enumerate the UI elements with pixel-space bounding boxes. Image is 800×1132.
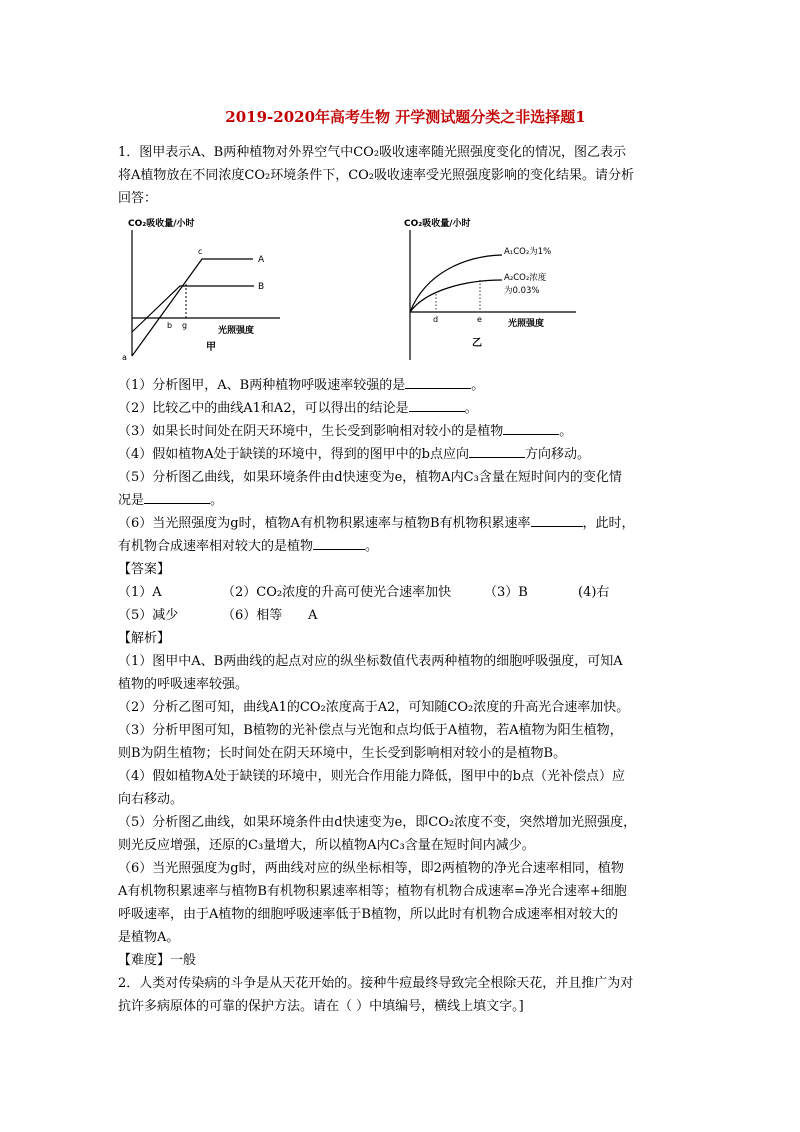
answer-heading: 【答案】 [118,562,171,577]
analysis-6-cont: A有机物积累速率与植物B有机物积累速率相等；植物有机物合成速率=净光合速率+细胞 [118,884,627,899]
blank [409,397,465,412]
figures [118,214,693,370]
question-2: 2．人类对传染病的斗争是从天花开始的。接种牛痘最终导致完全根除天花，并且推广为对 [118,976,634,991]
point-d: d [433,315,439,324]
analysis-heading: 【解析】 [118,631,171,646]
curve-A1 [410,255,502,312]
point-e: e [477,315,482,324]
answer-3: （3）B [484,585,528,600]
answer-4: (4)右 [578,585,610,600]
figure-yi [396,214,586,366]
blank [405,374,471,389]
q1-intro-3: 回答： [118,191,158,206]
sub-question-6-cont: 有机物合成速率相对较大的是植物 。 [118,535,693,558]
yi-caption: 乙 [472,338,482,349]
curve1-label: A₁CO₂为1% [504,247,552,257]
label-B: B [258,282,265,292]
analysis-5: （5）分析图乙曲线，如果环境条件由d快速变为e，即CO₂浓度不变，突然增加光照强度， [118,815,637,830]
analysis-2: （2）分析乙图可知，曲线A1的CO₂浓度高于A2，可知随CO₂浓度的升高光合速率加快。 [118,700,630,715]
analysis-1-cont: 植物的呼吸速率较强。 [118,677,249,692]
label-A: A [258,255,265,265]
curve-A [132,259,253,356]
answer-6b: A [308,608,318,623]
answer-2: （2）CO₂浓度的升高可使光合速率加快 [222,585,452,600]
yi-xlabel: 光照强度 [508,319,545,329]
difficulty: 【难度】一般 [118,953,197,968]
q1-intro: 1．图甲表示A、B两种植物对外界空气中CO₂吸收速率随光照强度变化的情况，图乙表示 [118,145,627,160]
point-b: b [167,321,173,330]
point-g: g [182,321,188,330]
analysis-6: （6）当光照强度为g时，两曲线对应的纵坐标相等，即2两植物的净光合速率相同，植物 [118,861,624,876]
jia-ylabel: CO₂吸收量/小时 [128,219,195,229]
sub-question-5-cont: 况是 。 [118,489,693,512]
answer-6: （6）相等 [222,608,283,623]
figure-jia [118,214,288,366]
analysis-4-cont: 向右移动。 [118,792,184,807]
analysis-1: （1）图甲中A、B两曲线的起点对应的纵坐标数值代表两种植物的细胞呼吸强度，可知A [118,654,623,669]
blank [313,535,365,550]
blank [144,489,210,504]
answer-row-1 [118,581,693,604]
blank [531,512,583,527]
curve-A2 [410,280,502,312]
analysis-5-cont: 则光反应增强，还原的C₃量增大，所以植物A内C₃含量在短时间内减少。 [118,838,535,853]
sub-question-4: （4）假如植物A处于缺镁的环境中，得到的图甲中的b点应向 方向移动。 [118,443,693,466]
q1-intro-2: 将A植物放在不同浓度CO₂环境条件下，CO₂吸收速率受光照强度影响的变化结果。请分析 [118,168,635,183]
curve2-label-1: A₂CO₂浓度 [504,273,547,283]
analysis-4: （4）假如植物A处于缺镁的环境中，则光合作用能力降低，图甲中的b点（光补偿点）应 [118,769,625,784]
answer-5: （5）减少 [118,608,179,623]
analysis-3-cont: 则B为阴生植物；长时间处在阴天环境中，生长受到影响相对较小的是植物B。 [118,746,567,761]
analysis-6-cont2: 呼吸速率，由于A植物的细胞呼吸速率低于B植物，所以此时有机物合成速率相对较大的 [118,907,618,922]
blank [503,420,559,435]
document-page [118,96,693,1018]
sub-question-1: （1）分析图甲，A、B两种植物呼吸速率较强的是 。 [118,374,693,397]
question-2-cont: 抗许多病原体的可靠的保护方法。请在（ ）中填编号，横线上填文字。] [118,999,524,1014]
sub-question-5: （5）分析图乙曲线，如果环境条件由d快速变为e，植物A内C₃含量在短时间内的变化情 [118,470,622,485]
doc-title: 2019-2020年高考生物 开学测试题分类之非选择题1 [225,108,586,126]
answer-row-2 [118,604,693,627]
sub-question-6: （6）当光照强度为g时，植物A有机物积累速率与植物B有机物积累速率 ，此时， [118,512,693,535]
sub-question-2: （2）比较乙中的曲线A1和A2，可以得出的结论是 。 [118,397,693,420]
jia-caption: 甲 [206,342,216,353]
yi-ylabel: CO₂吸收量/小时 [404,219,471,229]
curve2-label-2: 为0.03% [504,286,540,296]
analysis-3: （3）分析甲图可知，B植物的光补偿点与光饱和点均低于A植物，若A植物为阳生植物， [118,723,623,738]
point-c: c [198,247,203,256]
answer-1: （1）A [118,585,162,600]
blank [469,443,525,458]
jia-xlabel: 光照强度 [218,326,255,336]
sub-question-3: （3）如果长时间处在阴天环境中，生长受到影响相对较小的是植物 。 [118,420,693,443]
analysis-6-cont3: 是植物A。 [118,930,180,945]
point-a: a [122,353,127,362]
